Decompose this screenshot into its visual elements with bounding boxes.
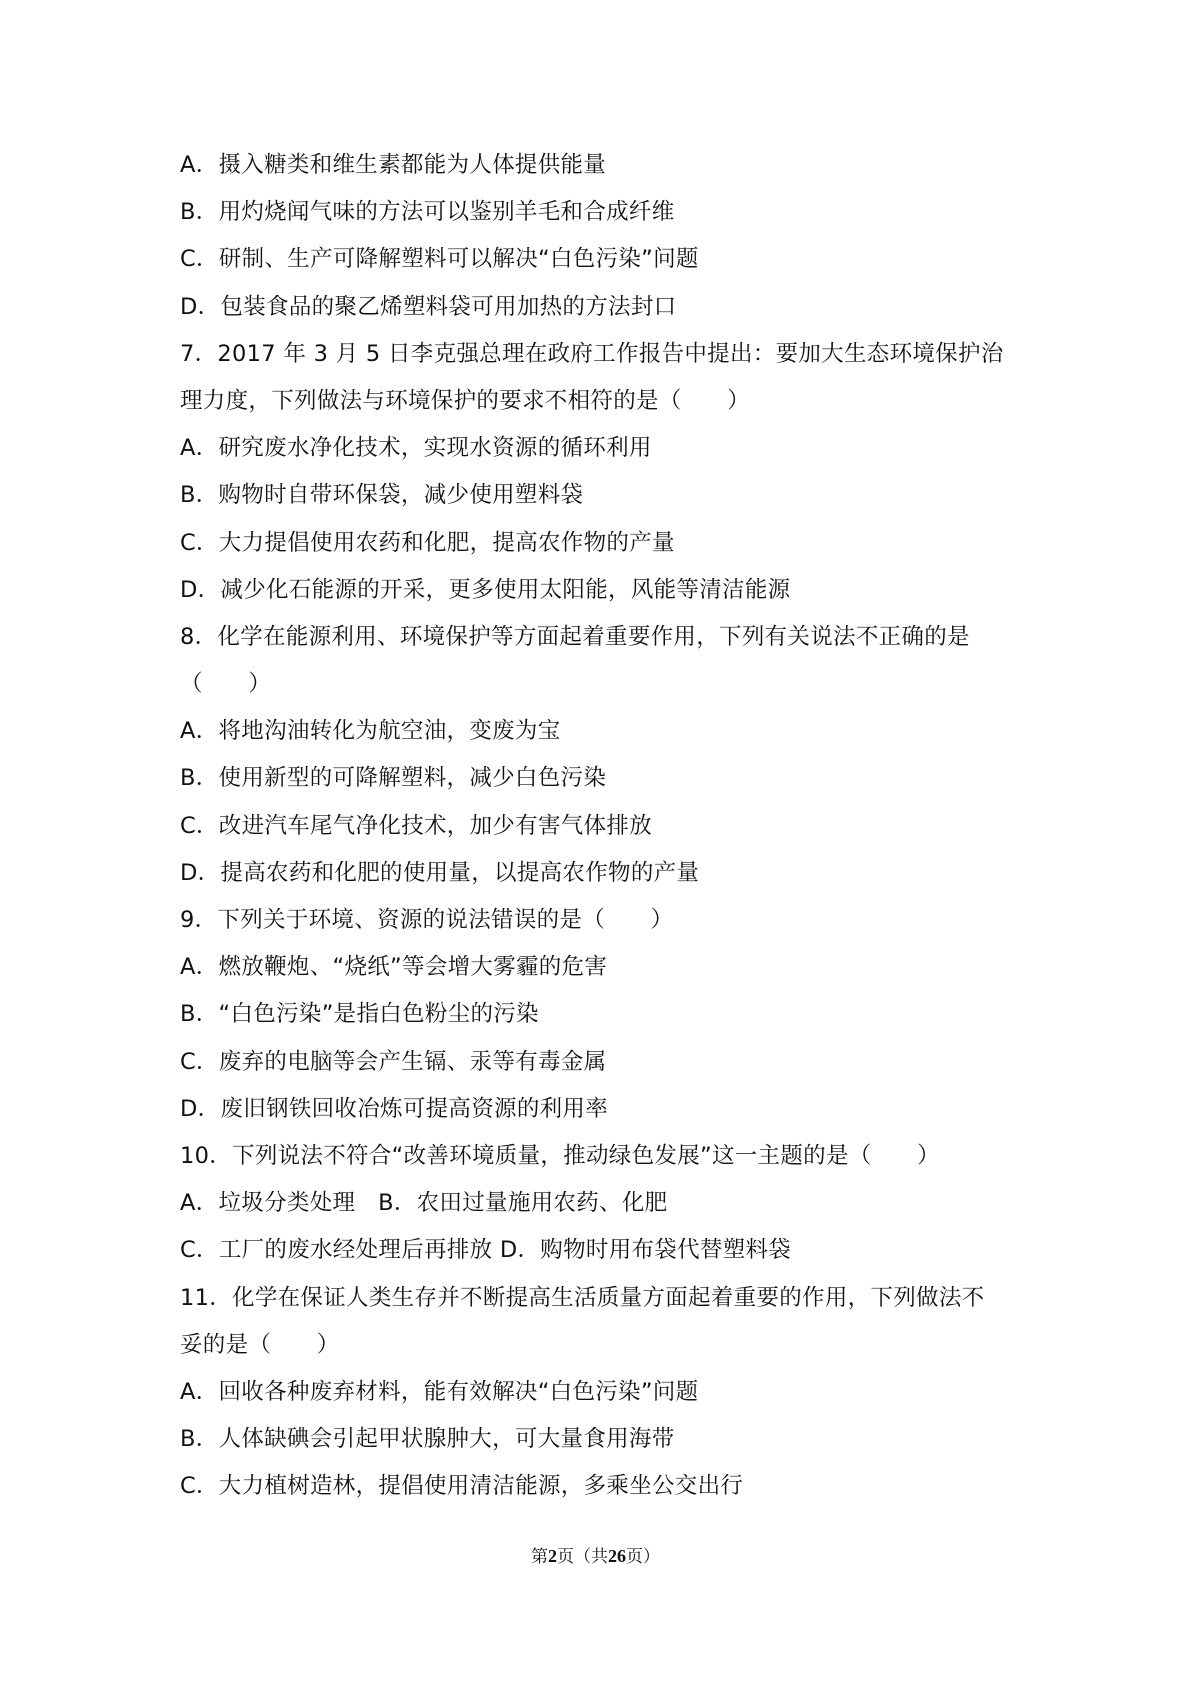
option-line: C．废弃的电脑等会产生镉、汞等有毒金属	[180, 1048, 607, 1075]
total-pages: 26	[608, 1546, 626, 1566]
footer-middle: 页（共	[557, 1547, 608, 1567]
option-line: A．回收各种废弃材料，能有效解决“白色污染”问题	[180, 1378, 699, 1405]
option-line: D．包装食品的聚乙烯塑料袋可用加热的方法封口	[180, 293, 677, 320]
option-line: B．“白色污染”是指白色粉尘的污染	[180, 1001, 539, 1028]
question-line: 理力度，下列做法与环境保护的要求不相符的是（ ）	[180, 387, 751, 414]
question-line: 11．化学在保证人类生存并不断提高生活质量方面起着重要的作用，下列做法不	[180, 1284, 985, 1311]
option-line: D．废旧钢铁回收冶炼可提高资源的利用率	[180, 1095, 609, 1122]
option-line: B．用灼烧闻气味的方法可以鉴别羊毛和合成纤维	[180, 199, 675, 226]
page-footer	[0, 1542, 1191, 1567]
question-line: 妥的是（ ）	[180, 1331, 340, 1358]
option-line: A．燃放鞭炮、“烧纸”等会增大雾霾的危害	[180, 954, 608, 981]
option-line: A．将地沟油转化为航空油，变废为宝	[180, 718, 561, 745]
question-line: （ ）	[180, 671, 272, 698]
option-line: D．减少化石能源的开采，更多使用太阳能，风能等清洁能源	[180, 576, 791, 603]
footer-prefix: 第	[531, 1547, 548, 1567]
page-number: 2	[548, 1546, 557, 1566]
question-line: 10．下列说法不符合“改善环境质量，推动绿色发展”这一主题的是（ ）	[180, 1142, 940, 1169]
option-line: A．研究废水净化技术，实现水资源的循环利用	[180, 435, 652, 462]
option-line: B．人体缺碘会引起甲状腺肿大，可大量食用海带	[180, 1426, 675, 1453]
question-line: 9．下列关于环境、资源的说法错误的是（ ）	[180, 907, 674, 933]
option-line: D．提高农药和化肥的使用量，以提高农作物的产量	[180, 859, 700, 886]
option-line: B．使用新型的可降解塑料，减少白色污染	[180, 765, 607, 792]
option-line: C．工厂的废水经处理后再排放 D．购物时用布袋代替塑料袋	[180, 1237, 792, 1264]
page-body	[180, 142, 1020, 1510]
option-line: C．大力提倡使用农药和化肥，提高农作物的产量	[180, 529, 675, 556]
footer-suffix: 页）	[626, 1547, 660, 1567]
option-line: C．改进汽车尾气净化技术，加少有害气体排放	[180, 812, 653, 839]
question-line: 7．2017 年 3 月 5 日李克强总理在政府工作报告中提出：要加大生态环境保护治	[180, 340, 1004, 367]
question-line: 8．化学在能源利用、环境保护等方面起着重要作用，下列有关说法不正确的是	[180, 623, 970, 650]
option-line: C．研制、生产可降解塑料可以解决“白色污染”问题	[180, 246, 699, 273]
option-line: C．大力植树造林，提倡使用清洁能源，多乘坐公交出行	[180, 1473, 744, 1500]
option-line: A．垃圾分类处理 B．农田过量施用农药、化肥	[180, 1190, 668, 1217]
option-line: B．购物时自带环保袋，减少使用塑料袋	[180, 482, 584, 509]
option-line: A．摄入糖类和维生素都能为人体提供能量	[180, 152, 607, 178]
